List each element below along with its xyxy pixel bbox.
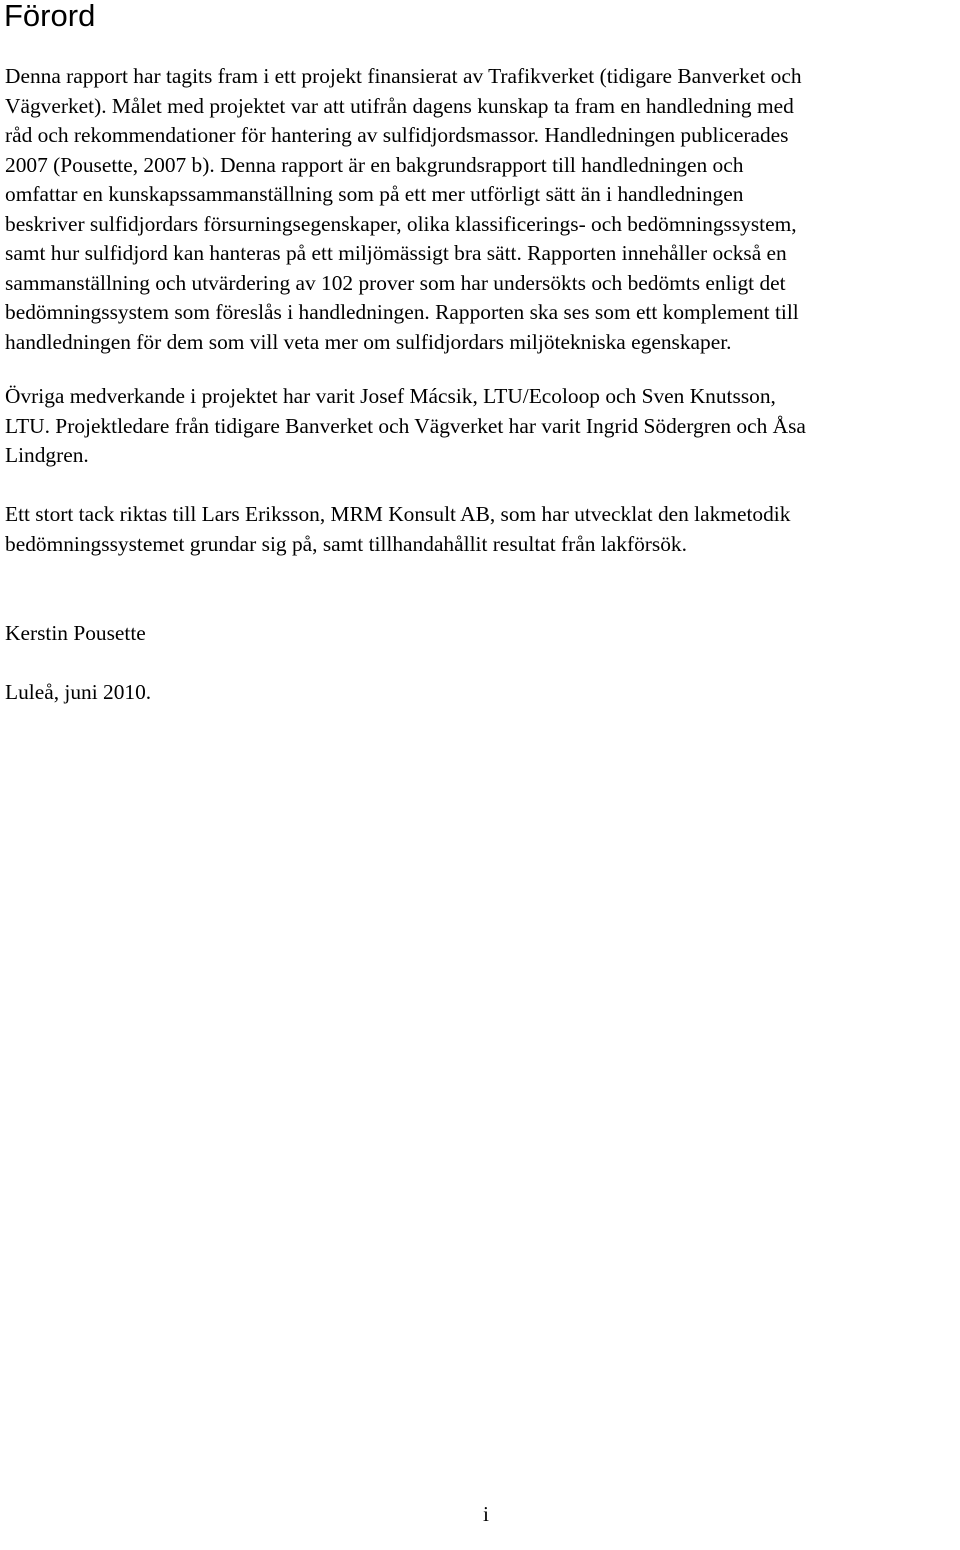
page-title: Förord (4, 0, 96, 33)
text-line: handledningen för dem som vill veta mer om sulfidjordars miljötekniska egenskaper. (5, 329, 732, 354)
text-line: samt hur sulfidjord kan hanteras på ett miljömässigt bra sätt. Rapporten innehåller också en (5, 241, 787, 265)
text-line: Luleå, juni 2010. (5, 680, 152, 704)
text-line: råd och rekommendationer för hantering av sulfidjordsmassor. Handledningen publicerades (5, 123, 789, 147)
author-name (5, 619, 960, 649)
text-line: Ett stort tack riktas till Lars Eriksson, MRM Konsult AB, som har utvecklat den lakmetodik (5, 502, 791, 526)
paragraph-acknowledgement (5, 500, 960, 559)
paragraph-contributors (5, 382, 960, 471)
page-number: i (483, 1502, 489, 1526)
text-line: bedömningssystem som föreslås i handledningen. Rapporten ska ses som ett komplement till (5, 300, 799, 324)
text-line: Lindgren. (5, 443, 89, 467)
text-line: Kerstin Pousette (5, 621, 146, 645)
text-line: 2007 (Pousette, 2007 b). Denna rapport är en bakgrundsrapport till handledningen och (5, 152, 744, 177)
text-line: Denna rapport har tagits fram i ett projekt finansierat av Trafikverket (tidigare Banverket och (5, 64, 802, 88)
text-line: LTU. Projektledare från tidigare Banverket och Vägverket har varit Ingrid Södergren och Åsa (5, 413, 806, 438)
text-line: Vägverket). Målet med projektet var att utifrån dagens kunskap ta fram en handledning med (5, 93, 794, 118)
text-line: bedömningssystemet grundar sig på, samt tillhandahållit resultat från lakförsök. (5, 531, 687, 556)
paragraph-intro (5, 62, 960, 357)
place-date (5, 678, 960, 708)
text-line: Övriga medverkande i projektet har varit Josef Mácsik, LTU/Ecoloop och Sven Knutsson, (5, 384, 776, 408)
text-line: sammanställning och utvärdering av 102 prover som har undersökts och bedömts enligt det (5, 270, 786, 295)
text-line: beskriver sulfidjordars försurningsegenskaper, olika klassificerings- och bedömningssystem, (5, 211, 797, 236)
text-line: omfattar en kunskapssammanställning som på ett mer utförligt sätt än i handledningen (5, 182, 744, 206)
